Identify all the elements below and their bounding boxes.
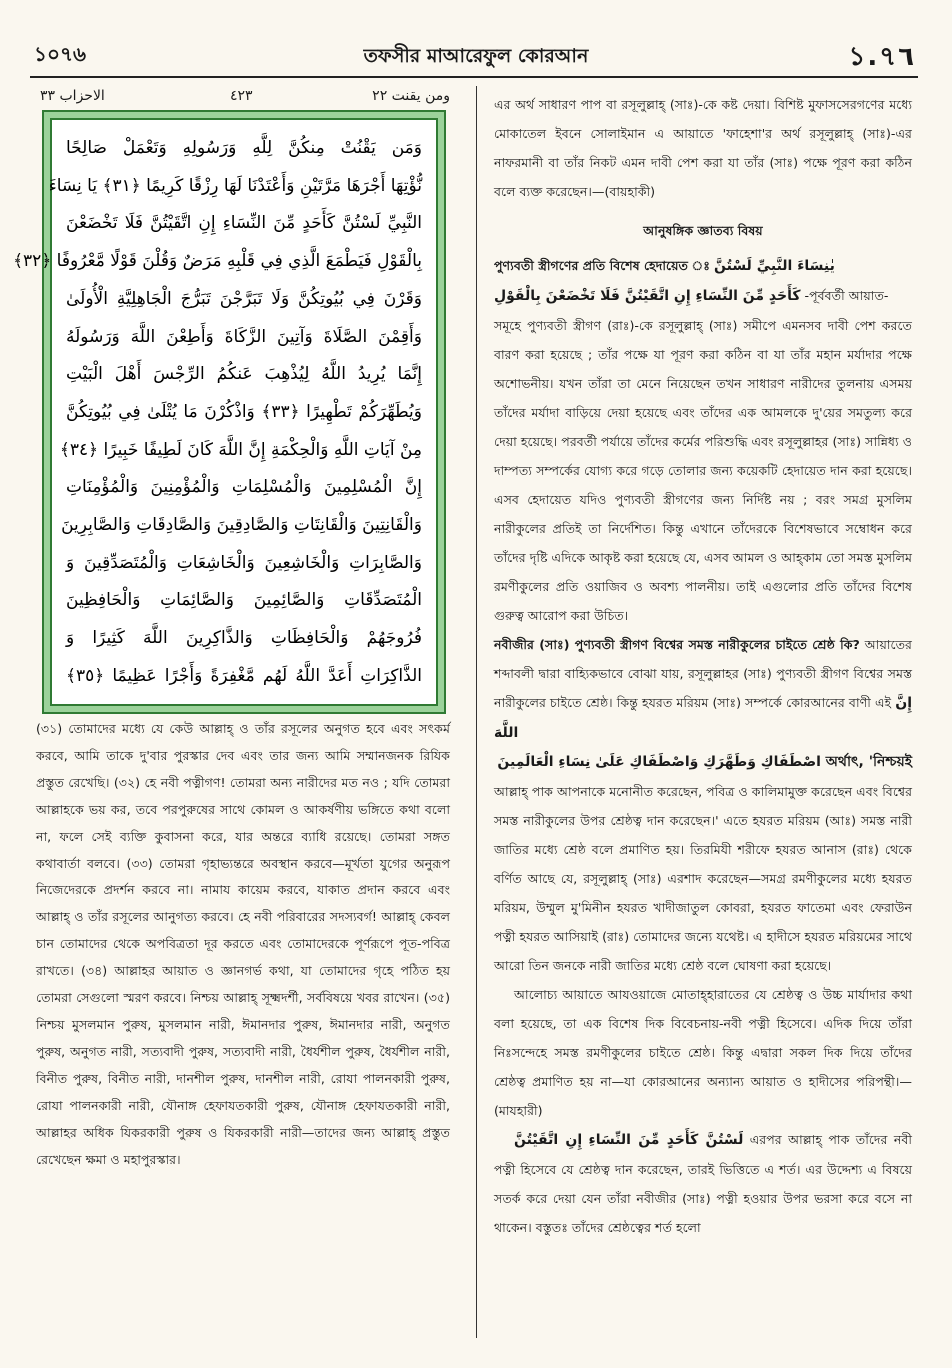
quran-text-box: [13, 118, 438, 706]
arabic-quote: كَأَحَدٍ مِّنَ النِّسَاءِ إِنِ اتَّقَيْتُنَّ فَلَا تَخْضَعْنَ بِالْقَوْلِ: [494, 288, 801, 304]
inline-text: এরপর: [749, 1132, 782, 1147]
arabic-quote: إِنِ اتَّقَيْتُنَّ: [514, 1132, 583, 1148]
translation-text: [36, 716, 450, 1173]
ayah-line: وَيُطَهِّرَكُمْ تَطْهِيرًا ﴿٣٣﴾ وَاذْكُرْنَ مَا يُتْلَىٰ فِي بُيُوتِكُنَّ: [66, 401, 422, 422]
inline-text: আয়াতের শব্দাবলী দ্বারা বাহ্যিকভাবে বোঝা যায়, রসূলুল্লাহর (সাঃ) পুণ্যবতী স্ত্রীগণ বিশ্বের সমস্ত নারীকুলের চাইতে শ্রেষ্ঠ। কিন্তু হযরত মরিয়ম (সাঃ) সম্পর্কে কোরআনের বাণী এই: [494, 637, 912, 710]
arabic-quote: يٰنِسَاءَ النَّبِيِّ لَسْتُنَّ: [714, 258, 835, 274]
ayah-line: نُّؤْتِهَا أَجْرَهَا مَرَّتَيْنِ وَأَعْتَدْنَا لَهَا رِزْقًا كَرِيمًا ﴿٣١﴾ يَا نِسَاءَ: [48, 175, 422, 196]
ayah-line: إِنَّ الْمُسْلِمِينَ وَالْمُسْلِمَاتِ وَالْمُؤْمِنِينَ وَالْمُؤْمِنَاتِ: [66, 477, 422, 498]
inline-text: আল্লাহ্ পাক তাঁদের: [788, 1132, 888, 1147]
commentary-paragraph: [494, 630, 912, 748]
page-number-right: ১.৭٦: [848, 42, 914, 72]
ayah-line: وَقَرْنَ فِي بُيُوتِكُنَّ وَلَا تَبَرَّجْنَ تَبَرُّجَ الْجَاهِلِيَّةِ الْأُولَىٰ: [66, 288, 422, 309]
commentary-paragraph: [494, 251, 912, 281]
subheading: নবীজীর (সাঃ) পুণ্যবতী স্ত্রীগণ বিশ্বের সমস্ত নারীকুলের চাইতে শ্রেষ্ঠ কি?: [494, 637, 860, 652]
arabic-quote-line: [494, 748, 912, 777]
section-heading: আনুষঙ্গিক জ্ঞাতব্য বিষয়: [643, 223, 763, 238]
ayah-line: وَمَن يَقْنُتْ مِنكُنَّ لِلَّهِ وَرَسُولِهِ وَتَعْمَلْ صَالِحًا: [66, 138, 422, 158]
arabic-quote: اصْطَفَاكِ وَطَهَّرَكِ وَاصْطَفَاكِ عَلَىٰ نِسَاءِ الْعَالَمِينَ: [497, 754, 821, 770]
arabic-quote: إِنَّ اللَّهَ: [494, 695, 912, 741]
page-header: [0, 0, 952, 80]
running-title: তফসীর মাআরেফুল কোরআন: [363, 45, 589, 67]
ayah-line: وَأَقِمْنَ الصَّلَاةَ وَآتِينَ الزَّكَاةَ وَأَطِعْنَ اللَّهَ وَرَسُولَهُ: [66, 326, 422, 347]
ayah-line: النَّبِيِّ لَسْتُنَّ كَأَحَدٍ مِّنَ النِّسَاءِ إِنِ اتَّقَيْتُنَّ فَلَا تَخْضَعْنَ: [66, 213, 422, 234]
inline-text: অর্থাৎ, 'নিশ্চয়ই: [825, 754, 912, 770]
commentary-column: [494, 90, 912, 1242]
ayah-line: بِالْقَوْلِ فَيَطْمَعَ الَّذِي فِي قَلْبِهِ مَرَضٌ وَقُلْنَ قَوْلًا مَّعْرُوفًا ﴿٣٢﴾: [13, 251, 422, 272]
translation-paragraph: (৩১) তোমাদের মধ্যে যে কেউ আল্লাহ্ ও তাঁর রসূলের অনুগত হবে এবং সৎকর্ম করবে, আমি তাকে দু'বার পুরস্কার দেব এবং তার জন্য আমি সম্মানজনক রিযিক প্রস্তুত রেখেছি। (৩২) হে নবী পত্নীগণ! তোমরা অন্য নারীদের মত নও ; যদি তোমরা আল্লাহকে ভয় কর, তবে পরপুরুষের সাথে কোমল ও আকর্ষণীয় ভঙ্গিতে কথা বলো না, ফলে সেই ব্যক্তি কুবাসনা করে, যার অন্তরে ব্যাধি রয়েছে। তোমরা সঙ্গত কথাবার্তা বলবে। (৩৩) তোমরা গৃহাভ্যন্তরে অবস্থান করবে—মূর্খতা যুগের অনুরূপ নিজেদেরকে প্রদর্শন করবে না। নামায কায়েম করবে, যাকাত প্রদান করবে এবং আল্লাহ্ ও তাঁর রসূলের আনুগত্য করবে। হে নবী পরিবারের সদস্যবর্গ! আল্লাহ্ কেবল চান তোমাদের থেকে অপবিত্রতা দূর করতে এবং তোমাদেরকে পূর্ণরূপে পূত-পবিত্র রাখতে। (৩৪) আল্লাহর আয়াত ও জ্ঞানগর্ভ কথা, যা তোমাদের গৃহে পঠিত হয় তোমরা সেগুলো স্মরণ করবে। নিশ্চয় আল্লাহ্ সূক্ষ্মদর্শী, সর্ববিষয়ে খবর রাখেন। (৩৫) নিশ্চয় মুসলমান পুরুষ, মুসলমান নারী, ঈমানদার পুরুষ, ঈমানদার নারী, অনুগত পুরুষ, অনুগত নারী, সত্যবাদী পুরুষ, সত্যবাদী নারী, ধৈর্যশীল পুরুষ, ধৈর্যশীল নারী, বিনীত পুরুষ, বিনীত নারী, দানশীল পুরুষ, দানশীল নারী, রোযা পালনকারী পুরুষ, রোযা পালনকারী নারী, যৌনাঙ্গ হেফাযতকারী পুরুষ, যৌনাঙ্গ হেফাযতকারী নারী, আল্লাহর অধিক যিকরকারী পুরুষ ও যিকরকারী নারী—তাদের জন্য আল্লাহ্ প্রস্তুত রেখেছেন ক্ষমা ও মহাপুরস্কার।: [36, 721, 450, 1167]
ayah-line: وَالصَّابِرَاتِ وَالْخَاشِعِينَ وَالْخَاشِعَاتِ وَالْمُتَصَدِّقِينَ وَ: [66, 552, 422, 573]
ayah-line: إِنَّمَا يُرِيدُ اللَّهُ لِيُذْهِبَ عَنكُمُ الرِّجْسَ أَهْلَ الْبَيْتِ: [66, 364, 422, 385]
page-number-left: ১০৭৬: [34, 42, 86, 66]
subheading: পুণ্যবতী স্ত্রীগণের প্রতি বিশেষ হেদায়েত ঃ: [494, 258, 710, 273]
ayah-line: وَالْقَانِتِينَ وَالْقَانِتَاتِ وَالصَّادِقِينَ وَالصَّادِقَاتِ وَالصَّابِرِينَ: [61, 515, 422, 536]
ayah-line: الذَّاكِرَاتِ أَعَدَّ اللَّهُ لَهُم مَّغْفِرَةً وَأَجْرًا عَظِيمًا ﴿٣٥﴾: [66, 665, 422, 686]
column-divider: [476, 86, 477, 1338]
inline-text: নবী পত্নী হিসেবে যে শ্রেষ্ঠত্ব দান করেছেন, তারই ভিত্তিতে এ শর্ত। এর উদ্দেশ্য এ বিষয়ে সতর্ক করে দেয়া যেন তাঁরা নবীজীর (সাঃ) পত্নী হওয়ার উপর ভরসা করে বসে না থাকেন। বস্তুতঃ তাঁদের শ্রেষ্ঠত্বের শর্ত হলো: [494, 1132, 912, 1235]
commentary-paragraph: এর অর্থ সাধারণ পাপ বা রসূলুল্লাহ্ (সাঃ)-কে কষ্ট দেয়া। বিশিষ্ট মুফাসসেরগণের মধ্যে মোকাতেল ইবনে সোলাইমান এ আয়াতে 'ফাহেশা'র অর্থ রসূলুল্লাহ্ (সাঃ)-এর নাফরমানী বা তাঁর নিকট এমন দাবী পেশ করা যা তাঁর (সাঃ) পক্ষে পূরণ করা কঠিন বলে ব্যক্ত করেছেন।—(বায়হাকী): [494, 97, 912, 199]
arabic-quote: لَسْتُنَّ كَأَحَدٍ مِّنَ النِّسَاءِ: [588, 1132, 744, 1148]
surah-label: ومن يقنت ٢٢: [372, 88, 450, 104]
quran-page-number: ٤٢٣: [230, 88, 253, 104]
ayah-line: مِنْ آيَاتِ اللَّهِ وَالْحِكْمَةِ إِنَّ اللَّهَ كَانَ لَطِيفًا خَبِيرًا ﴿٣٤﴾: [59, 439, 422, 460]
commentary-paragraph: আল্লাহ্ পাক আপনাকে মনোনীত করেছেন, পবিত্র ও কালিমামুক্ত করেছেন এবং বিশ্বের সমস্ত নারীকুলের উপর শ্রেষ্ঠত্ব দান করেছেন।' এতে হযরত মরিয়ম (আঃ) সমস্ত নারী জাতির মধ্যে শ্রেষ্ঠ বলে প্রমাণিত হয়। তিরমিযী শরীফে হযরত আনাস (রাঃ) থেকে বর্ণিত আছে যে, রসূলুল্লাহ্ (সাঃ) এরশাদ করেছেন—সমগ্র রমণীকুলের মধ্যে হযরত মরিয়ম, উম্মুল মু'মিনীন হযরত খাদীজাতুল কোবরা, হযরত ফাতেমা এবং ফেরাউন পত্নী হযরত আসিয়াই (রাঃ) তোমাদের জন্যে যথেষ্ট। এ হাদীসে হযরত মরিয়মের সাথে আরো তিন জনকে নারী জাতির মধ্যে শ্রেষ্ঠ বলে ঘোষণা করা হয়েছে।: [494, 784, 912, 973]
inline-text: -পূর্ববর্তী আয়াত-: [804, 288, 889, 303]
juz-label: الاحزاب ٣٣: [40, 88, 105, 104]
header-rule: [30, 76, 918, 78]
commentary-paragraph: আলোচ্য আয়াতে আযওয়াজে মোতাহ্হারাতের যে শ্রেষ্ঠত্ব ও উচ্চ মার্যাদার কথা বলা হয়েছে, তা এক বিশেষ দিক বিবেচনায়-নবী পত্নী হিসেবে। এদিক দিয়ে তাঁরা নিঃসন্দেহে সমস্ত রমণীকুলের চাইতে শ্রেষ্ঠ। কিন্তু এদ্বারা সকল দিক দিয়ে তাঁদের শ্রেষ্ঠত্ব প্রমাণিত হয় না—যা কোরআনের অন্যান্য আয়াত ও হাদীসের পরিপন্থী।—(মাযহারী): [494, 987, 912, 1118]
ayah-line: فُرُوجَهُمْ وَالْحَافِظَاتِ وَالذَّاكِرِينَ اللَّهَ كَثِيرًا وَ: [66, 628, 422, 649]
commentary-paragraph: [494, 281, 912, 311]
quran-meta: [30, 84, 450, 110]
ayah-line: الْمُتَصَدِّقَاتِ وَالصَّائِمِينَ وَالصَّائِمَاتِ وَالْحَافِظِينَ: [66, 590, 422, 611]
commentary-paragraph: [494, 1125, 912, 1242]
commentary-paragraph: সমূহে পুণ্যবতী স্ত্রীগণ (রাঃ)-কে রসূলুল্লাহ্ (সাঃ) সমীপে এমনসব দাবী পেশ করতে বারণ করা হয়েছে ; তাঁর পক্ষে যা পূরণ করা কঠিন বা যা তাঁর মহান মর্যাদার পক্ষে অশোভনীয়। যখন তাঁরা তা মেনে নিয়েছেন তখন সাধারণ নারীদের তুলনায় এসময় তাঁদের মর্যাদা বাড়িয়ে দেয়া হয়েছে এবং তাঁদের এক আমলকে দু'য়ের সমতুল্য করে দেয়া হয়েছে। পরবর্তী পর্যায়ে তাঁদের কর্মের পরিশুদ্ধি এবং রসূলুল্লাহর (সাঃ) সান্নিধ্য ও দাম্পত্য সম্পর্কের যোগ্য করে গড়ে তোলার জন্য কয়েকটি হেদায়েত দান করা হয়েছে। এসব হেদায়েত যদিও পুণ্যবতী স্ত্রীগণের জন্য নির্দিষ্ট নয় ; বরং সমগ্র মুসলিম নারীকুলের প্রতিই তা নির্দেশিত। কিন্তু এখানে তাঁদেরকে বিশেষভাবে সম্বোধন করে তাঁদের দৃষ্টি এদিকে আকৃষ্ট করা হয়েছে যে, এসব আমল ও আহ্কাম তো সমস্ত মুসলিম রমণীকুলের প্রতি ওয়াজিব ও অবশ্য পালনীয়। তাই এগুলোর প্রতি তাঁদের বিশেষ গুরুত্ব আরোপ করা উচিত।: [494, 318, 912, 623]
quran-frame: [13, 110, 446, 714]
